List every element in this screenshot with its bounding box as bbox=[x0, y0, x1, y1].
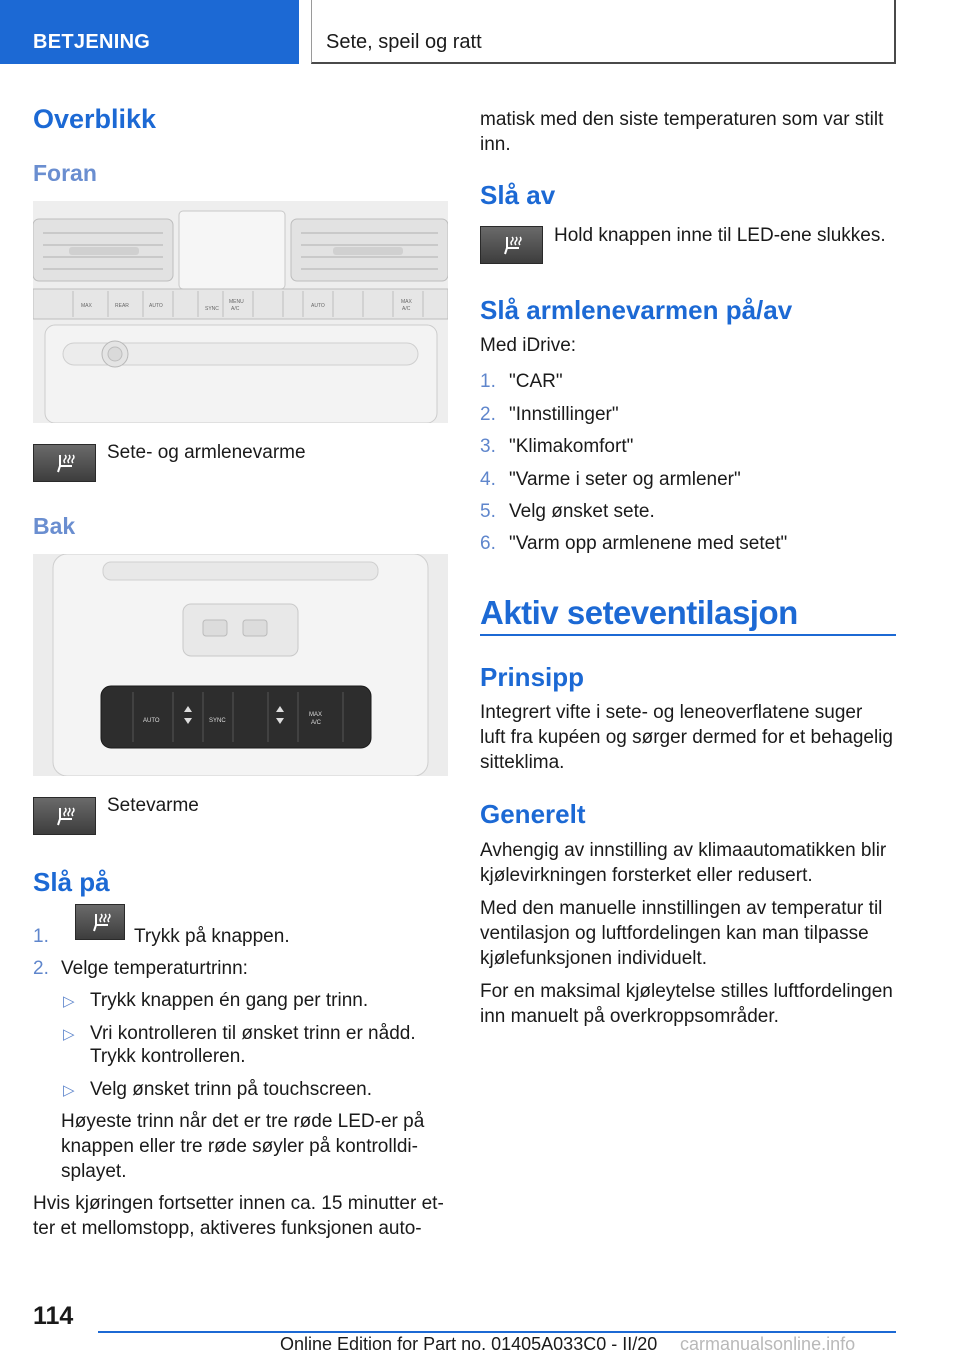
header-section-tab bbox=[0, 0, 299, 64]
panel-label: A/C bbox=[311, 720, 322, 726]
bullet-text: Velg ønsket trinn på touchscreen. bbox=[90, 1079, 372, 1100]
step-number: 3. bbox=[480, 436, 496, 457]
step-text: "Innstillinger" bbox=[509, 404, 619, 425]
bullet-text: Trykk kontrolleren. bbox=[90, 1046, 246, 1067]
panel-label: AUTO bbox=[143, 718, 160, 724]
rear-heading: Bak bbox=[33, 513, 76, 539]
panel-label: SYNC bbox=[205, 306, 219, 312]
note-line: splayet. bbox=[61, 1161, 127, 1182]
bullet-text: Trykk knappen én gang per trinn. bbox=[90, 990, 369, 1011]
panel-label: MAX bbox=[401, 299, 412, 305]
title-rule bbox=[480, 634, 896, 636]
switch-on-heading: Slå på bbox=[33, 867, 110, 897]
front-climate-panel-image bbox=[33, 201, 448, 423]
note-line: knappen eller tre røde søyler på kontrolldi- bbox=[61, 1136, 418, 1157]
footer-edition: Online Edition for Part no. 01405A033C0 - II/20 bbox=[280, 1334, 658, 1354]
panel-label: MENU bbox=[229, 299, 244, 305]
bullet-triangle-icon: ▷ bbox=[63, 993, 75, 1010]
front-caption: Sete- og armlenevarme bbox=[107, 442, 306, 463]
step-number: 1. bbox=[33, 926, 49, 947]
panel-label: A/C bbox=[231, 306, 240, 312]
step-number: 5. bbox=[480, 501, 496, 522]
paragraph-line: inn. bbox=[480, 134, 511, 155]
general-heading: Generelt bbox=[480, 799, 586, 829]
bullet-triangle-icon: ▷ bbox=[63, 1082, 75, 1099]
step-text: "Klimakomfort" bbox=[509, 436, 634, 457]
panel-label: A/C bbox=[402, 306, 411, 312]
switch-off-text: Hold knappen inne til LED-ene slukkes. bbox=[554, 225, 886, 246]
principle-line: luft fra kupéen og sørger dermed for et behagelig bbox=[480, 727, 893, 748]
general-line: Avhengig av innstilling av klimaautomatikken blir bbox=[480, 840, 887, 861]
header-chapter-label: Sete, speil og ratt bbox=[326, 31, 482, 53]
footer-watermark: carmanualsonline.info bbox=[680, 1334, 856, 1354]
front-heading: Foran bbox=[33, 160, 97, 186]
general-line: ventilasjon og luftfordelingen kan man tilpasse bbox=[480, 923, 869, 944]
step-text: Velge temperaturtrinn: bbox=[61, 958, 248, 979]
page-number: 114 bbox=[33, 1302, 74, 1330]
footer-rule bbox=[98, 1331, 896, 1333]
principle-line: sitteklima. bbox=[480, 752, 565, 773]
rear-seat-heat-button-image bbox=[33, 797, 96, 835]
general-line: kjølefunksjonen individuelt. bbox=[480, 948, 708, 969]
rear-caption: Setevarme bbox=[107, 795, 199, 816]
panel-label: SYNC bbox=[209, 718, 226, 724]
step-text: Velg ønsket sete. bbox=[509, 501, 655, 522]
general-line: For en maksimal kjøleytelse stilles luftfordelingen bbox=[480, 981, 893, 1002]
step-text: Trykk på knappen. bbox=[134, 926, 290, 947]
rear-climate-panel-image bbox=[33, 554, 448, 776]
seat-heating-icon bbox=[499, 234, 527, 258]
bullet-triangle-icon: ▷ bbox=[63, 1026, 75, 1043]
general-line: kjølevirkningen forsterket eller redusert. bbox=[480, 865, 813, 886]
seat-heating-icon bbox=[52, 805, 80, 829]
step-number: 2. bbox=[480, 404, 496, 425]
panel-label: MAX bbox=[81, 303, 92, 309]
armrest-heading: Slå armlenevarmen på/av bbox=[480, 295, 793, 325]
step-number: 6. bbox=[480, 533, 496, 554]
seat-heating-icon bbox=[88, 911, 116, 935]
principle-line: Integrert vifte i sete- og leneoverflatene suger bbox=[480, 702, 863, 723]
panel-label: AUTO bbox=[149, 303, 163, 309]
step-text: "Varm opp armlenene med setet" bbox=[509, 533, 788, 554]
bullet-text: Vri kontrolleren til ønsket trinn er nådd. bbox=[90, 1023, 416, 1044]
overview-title: Overblikk bbox=[33, 104, 157, 134]
step-number: 2. bbox=[33, 958, 49, 979]
principle-heading: Prinsipp bbox=[480, 662, 585, 692]
paragraph-line: Hvis kjøringen fortsetter innen ca. 15 minutter et- bbox=[33, 1193, 444, 1214]
header-chapter-tab bbox=[311, 0, 896, 64]
paragraph-line: ter et mellomstopp, aktiveres funksjonen auto- bbox=[33, 1218, 422, 1239]
panel-label: REAR bbox=[115, 303, 129, 309]
general-line: Med den manuelle innstillingen av temperatur til bbox=[480, 898, 883, 919]
seat-heat-button-image bbox=[33, 444, 96, 482]
header-section-label: BETJENING bbox=[33, 31, 151, 53]
seat-heating-icon bbox=[52, 452, 80, 476]
seat-heat-button-image bbox=[480, 226, 543, 264]
ventilation-title: Aktiv seteventilasjon bbox=[480, 594, 798, 631]
panel-label: MAX bbox=[309, 712, 323, 718]
step-number: 4. bbox=[480, 469, 496, 490]
general-line: inn manuelt på overkroppsområder. bbox=[480, 1006, 779, 1027]
step-text: "Varme i seter og armlener" bbox=[509, 469, 741, 490]
note-line: Høyeste trinn når det er tre røde LED-er på bbox=[61, 1111, 425, 1132]
step-number: 1. bbox=[480, 371, 496, 392]
panel-label: AUTO bbox=[311, 303, 325, 309]
switch-off-heading: Slå av bbox=[480, 180, 556, 210]
armrest-intro: Med iDrive: bbox=[480, 335, 577, 356]
seat-heat-button-inline bbox=[75, 904, 125, 940]
step-text: "CAR" bbox=[509, 371, 563, 392]
paragraph-line: matisk med den siste temperaturen som var stilt bbox=[480, 109, 884, 130]
